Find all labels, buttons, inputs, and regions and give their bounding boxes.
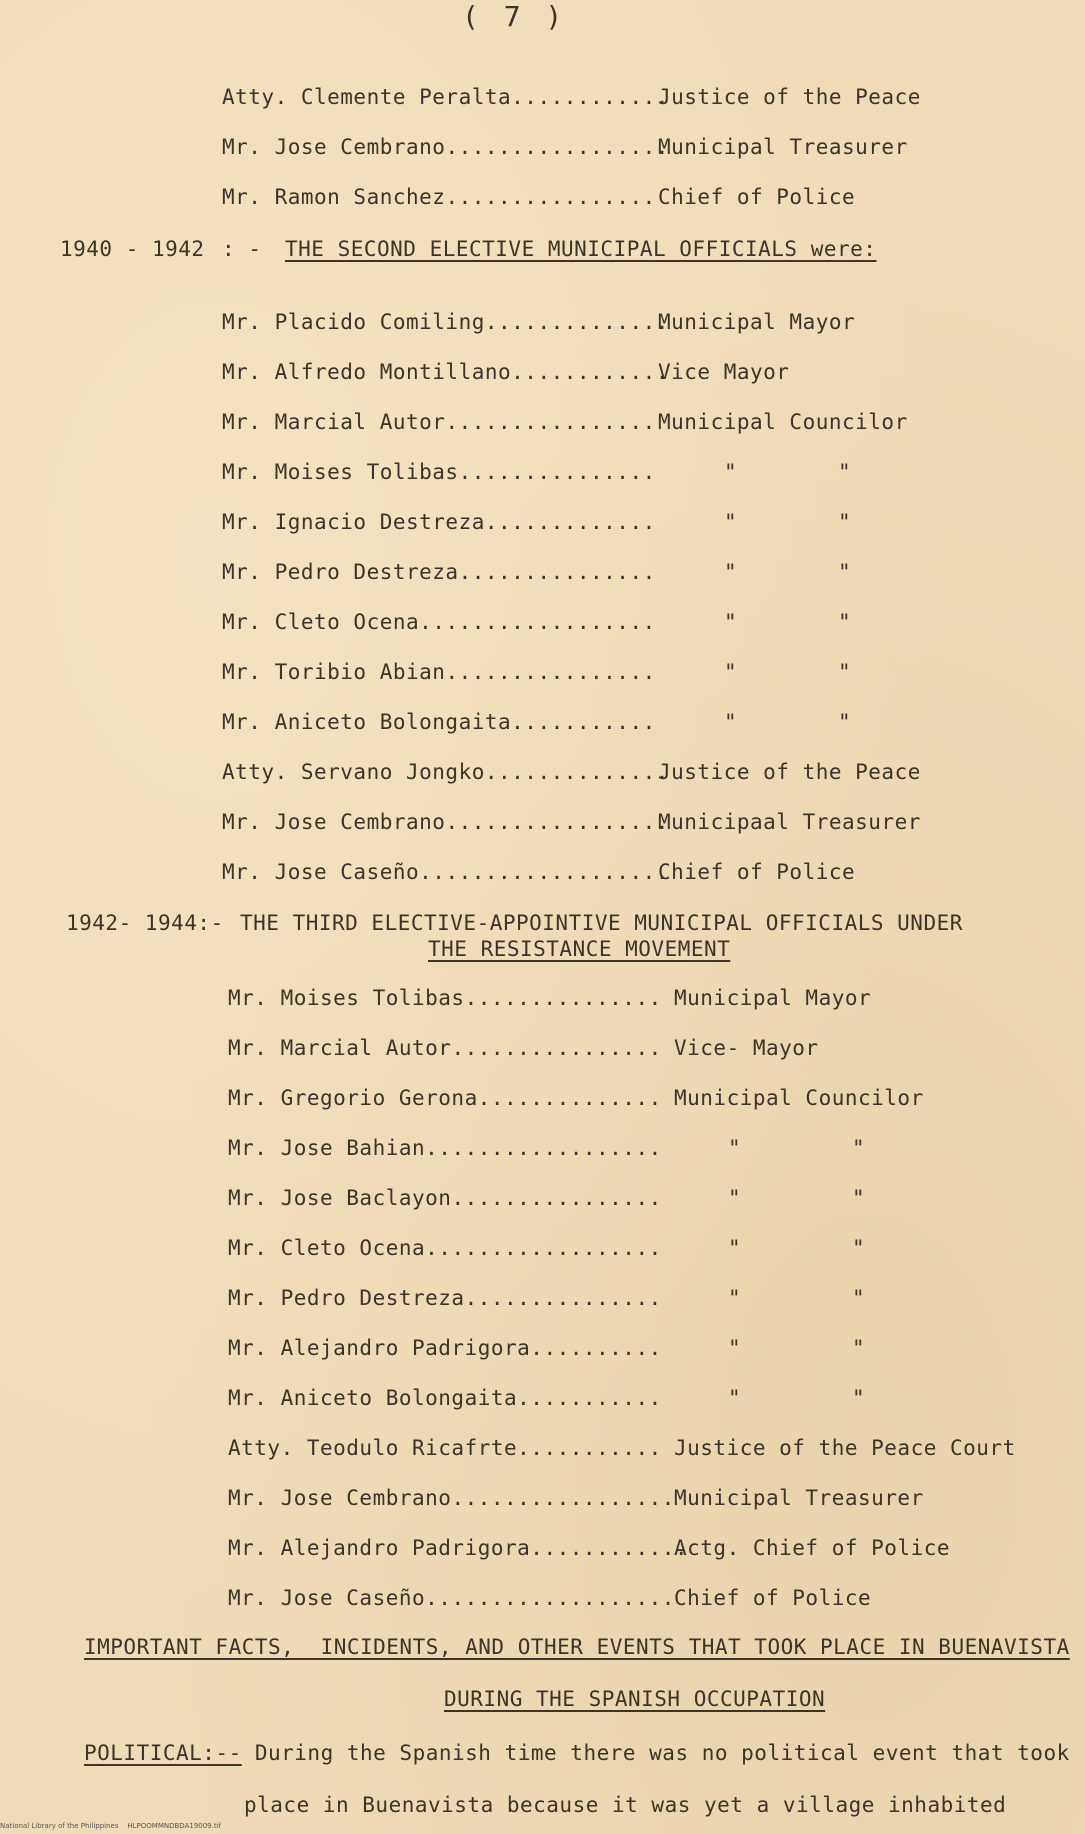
official-position: Justice of the Peace xyxy=(658,760,921,784)
section-years-1940: 1940 - 1942 xyxy=(60,237,205,261)
leader-dots: ................. xyxy=(445,810,669,834)
leader-dots: ............... xyxy=(458,460,656,484)
official-name: Mr. Gregorio Gerona xyxy=(228,1086,478,1110)
ditto-mark: " xyxy=(724,710,738,734)
leader-dots: .......... xyxy=(530,1336,662,1360)
leader-dots: ............ xyxy=(511,360,669,384)
official-row xyxy=(228,1585,675,1611)
ditto-mark: " xyxy=(838,460,852,484)
official-name: Mr. Jose Cembrano xyxy=(228,1486,452,1510)
ditto-mark: " xyxy=(838,560,852,584)
leader-dots: ............ xyxy=(511,85,669,109)
official-name: Atty. Teodulo Ricafrte xyxy=(228,1436,518,1460)
official-name: Mr. Pedro Destreza xyxy=(228,1286,465,1310)
official-position: Vice- Mayor xyxy=(674,1036,819,1060)
official-row xyxy=(228,1235,662,1261)
political-text-1: During the Spanish time there was no political event that took xyxy=(241,1741,1070,1765)
ditto-mark: " xyxy=(724,510,738,534)
ditto-mark: " xyxy=(728,1336,742,1360)
official-position: Chief of Police xyxy=(674,1586,872,1610)
ditto-mark: " xyxy=(852,1236,866,1260)
leader-dots: ........... xyxy=(517,1436,662,1460)
official-name: Atty. Clemente Peralta xyxy=(222,85,512,109)
official-name: Atty. Servano Jongko xyxy=(222,760,485,784)
ditto-mark: " xyxy=(728,1136,742,1160)
official-position: Vice Mayor xyxy=(658,360,790,384)
ditto-mark: " xyxy=(724,610,738,634)
official-row xyxy=(228,1035,662,1061)
leader-dots: ................ xyxy=(445,410,656,434)
official-row xyxy=(228,1535,688,1561)
official-row xyxy=(222,559,656,585)
official-row xyxy=(222,609,656,635)
leader-dots: .............. xyxy=(477,1086,662,1110)
ditto-mark: " xyxy=(724,660,738,684)
official-row xyxy=(222,659,656,685)
section-heading-1942-line2: THE RESISTANCE MOVEMENT xyxy=(428,937,731,961)
section-years-1942: 1942- 1944:- xyxy=(66,911,224,935)
official-row xyxy=(222,809,669,835)
section-heading-1942-line1: THE THIRD ELECTIVE-APPOINTIVE MUNICIPAL OFFICIALS UNDER xyxy=(240,911,963,935)
official-row xyxy=(222,509,656,535)
leader-dots: .............. xyxy=(484,310,669,334)
official-name: Mr. Marcial Autor xyxy=(222,410,446,434)
official-row xyxy=(228,1335,662,1361)
official-position: Municipal Councilor xyxy=(658,410,908,434)
leader-dots: ................... xyxy=(419,860,669,884)
political-label: POLITICAL:-- xyxy=(84,1741,242,1765)
leader-dots: ................ xyxy=(451,1036,662,1060)
official-name: Mr. Pedro Destreza xyxy=(222,560,459,584)
official-position: Municipaal Treasurer xyxy=(658,810,921,834)
ditto-mark: " xyxy=(728,1186,742,1210)
official-row xyxy=(222,859,669,885)
leader-dots: ........... xyxy=(511,710,656,734)
official-position: Actg. Chief of Police xyxy=(674,1536,951,1560)
ditto-mark: " xyxy=(728,1286,742,1310)
political-paragraph-line2: place in Buenavista because it was yet a village inhabited xyxy=(244,1793,1007,1817)
official-position: Chief of Police xyxy=(658,185,856,209)
official-row xyxy=(222,184,656,210)
official-name: Mr. Jose Cembrano xyxy=(222,810,446,834)
political-paragraph-line1 xyxy=(84,1740,1070,1766)
official-position: Municipal Mayor xyxy=(658,310,856,334)
official-row xyxy=(222,709,656,735)
leader-dots: ............... xyxy=(464,986,662,1010)
official-row xyxy=(228,1135,662,1161)
official-row xyxy=(222,84,669,110)
official-name: Mr. Alejandro Padrigora xyxy=(228,1336,531,1360)
official-position: Municipal Councilor xyxy=(674,1086,924,1110)
leader-dots: ................ xyxy=(445,185,656,209)
ditto-mark: " xyxy=(852,1186,866,1210)
ditto-mark: " xyxy=(852,1286,866,1310)
leader-dots: ................. xyxy=(445,135,669,159)
ditto-mark: " xyxy=(728,1386,742,1410)
leader-dots: ................. xyxy=(451,1486,675,1510)
official-name: Mr. Cleto Ocena xyxy=(222,610,420,634)
leader-dots: .................. xyxy=(419,610,656,634)
ditto-mark: " xyxy=(724,560,738,584)
official-name: Mr. Moises Tolibas xyxy=(222,460,459,484)
ditto-mark: " xyxy=(724,460,738,484)
ditto-mark: " xyxy=(852,1136,866,1160)
official-name: Mr. Cleto Ocena xyxy=(228,1236,426,1260)
ditto-mark: " xyxy=(838,510,852,534)
official-row xyxy=(222,359,669,385)
official-position: Municipal Treasurer xyxy=(674,1486,924,1510)
official-name: Mr. Placido Comiling xyxy=(222,310,485,334)
official-name: Mr. Toribio Abian xyxy=(222,660,446,684)
leader-dots: .................. xyxy=(425,1136,662,1160)
official-name: Mr. Aniceto Bolongaita xyxy=(228,1386,518,1410)
official-row xyxy=(222,134,669,160)
official-name: Mr. Jose Caseño xyxy=(228,1586,426,1610)
official-name: Mr. Alfredo Montillano xyxy=(222,360,512,384)
official-row xyxy=(228,985,662,1011)
official-row xyxy=(222,759,669,785)
ditto-mark: " xyxy=(838,610,852,634)
official-name: Mr. Alejandro Padrigora xyxy=(228,1536,531,1560)
leader-dots: ............ xyxy=(530,1536,689,1560)
official-row xyxy=(228,1285,662,1311)
official-name: Mr. Aniceto Bolongaita xyxy=(222,710,512,734)
ditto-mark: " xyxy=(852,1386,866,1410)
section-separator: : - xyxy=(222,237,262,261)
leader-dots: .................. xyxy=(425,1236,662,1260)
official-position: Justice of the Peace xyxy=(658,85,921,109)
official-row xyxy=(222,309,669,335)
official-row xyxy=(222,459,656,485)
ditto-mark: " xyxy=(838,710,852,734)
official-row xyxy=(222,409,656,435)
official-position: Chief of Police xyxy=(658,860,856,884)
official-row xyxy=(228,1185,662,1211)
official-name: Mr. Jose Caseño xyxy=(222,860,420,884)
official-position: Justice of the Peace Court xyxy=(674,1436,1016,1460)
official-position: Municipal Treasurer xyxy=(658,135,908,159)
official-name: Mr. Jose Cembrano xyxy=(222,135,446,159)
ditto-mark: " xyxy=(852,1336,866,1360)
official-row xyxy=(228,1435,662,1461)
leader-dots: ................ xyxy=(445,660,656,684)
ditto-mark: " xyxy=(838,660,852,684)
official-row xyxy=(228,1085,662,1111)
facts-heading-line2: DURING THE SPANISH OCCUPATION xyxy=(444,1687,826,1711)
official-position: Municipal Mayor xyxy=(674,986,872,1010)
official-name: Mr. Jose Bahian xyxy=(228,1136,426,1160)
leader-dots: .............. xyxy=(484,760,669,784)
ditto-mark: " xyxy=(728,1236,742,1260)
official-name: Mr. Ramon Sanchez xyxy=(222,185,446,209)
leader-dots: ................ xyxy=(451,1186,662,1210)
official-name: Mr. Moises Tolibas xyxy=(228,986,465,1010)
leader-dots: ............... xyxy=(458,560,656,584)
official-name: Mr. Ignacio Destreza xyxy=(222,510,485,534)
section-heading-1940: THE SECOND ELECTIVE MUNICIPAL OFFICIALS were: xyxy=(285,237,877,261)
leader-dots: ............. xyxy=(484,510,656,534)
official-name: Mr. Jose Baclayon xyxy=(228,1186,452,1210)
page-number: ( 7 ) xyxy=(462,0,567,33)
leader-dots: ............... xyxy=(464,1286,662,1310)
official-row xyxy=(228,1385,662,1411)
scan-footer: National Library of the Philippines HLPOOMMNDBDA19009.tif xyxy=(0,1822,222,1830)
leader-dots: ........... xyxy=(517,1386,662,1410)
facts-heading-line1: IMPORTANT FACTS, INCIDENTS, AND OTHER EVENTS THAT TOOK PLACE IN BUENAVISTA xyxy=(84,1635,1070,1659)
leader-dots: ................... xyxy=(425,1586,675,1610)
official-row xyxy=(228,1485,675,1511)
official-name: Mr. Marcial Autor xyxy=(228,1036,452,1060)
